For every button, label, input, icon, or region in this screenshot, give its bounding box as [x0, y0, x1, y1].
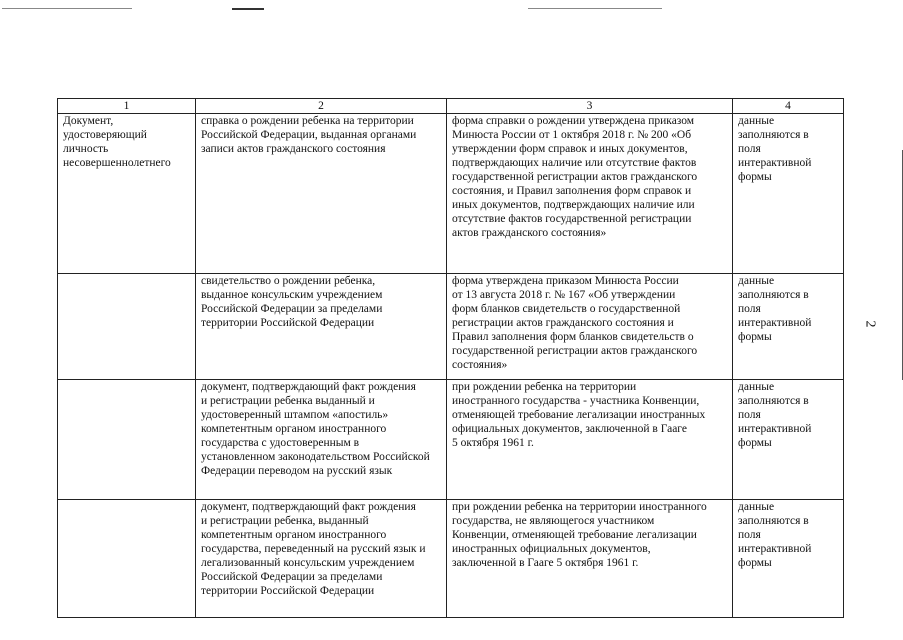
document-type-cell	[58, 380, 196, 500]
document-description-cell	[196, 380, 447, 500]
input-method-cell	[733, 380, 844, 500]
column-header-3: 3	[447, 99, 733, 114]
legal-basis-cell	[447, 114, 733, 274]
document-description-cell	[196, 274, 447, 380]
input-method-text: данные заполняются в поля интерактивной формы	[738, 275, 812, 343]
header-rule-center	[232, 8, 264, 10]
document-description-cell	[196, 114, 447, 274]
page-number: 2	[862, 320, 878, 328]
document-description-cell	[196, 500, 447, 618]
column-header-2: 2	[196, 99, 447, 114]
table-row	[58, 114, 844, 274]
table-row	[58, 380, 844, 500]
input-method-text: данные заполняются в поля интерактивной формы	[738, 115, 812, 183]
legal-basis-text: при рождении ребенка на территории иностранного государства - участника Конвенции, отменяющей требование легализации иностранных официальных документов, заключенной в Гааге 5 октября 1961 г.	[452, 381, 706, 449]
table-row	[58, 500, 844, 618]
table-row	[58, 274, 844, 380]
documents-table	[57, 98, 844, 618]
legal-basis-cell	[447, 274, 733, 380]
document-description-text: справка о рождении ребенка на территории Российской Федерации, выданная органами записи актов гражданского состояния	[201, 115, 417, 155]
document-description-text: документ, подтверждающий факт рождения и регистрации ребенка, выданный компетентным органом иностранного государства, переведенный на русский язык и легализованный консульским учреждением Российской Федерации за пределами территории Российской Федерации	[201, 501, 426, 597]
document-type-text: Документ, удостоверяющий личность несовершеннолетнего	[63, 115, 171, 169]
document-type-cell	[58, 274, 196, 380]
input-method-text: данные заполняются в поля интерактивной формы	[738, 381, 812, 449]
header-rule-left	[2, 8, 132, 9]
input-method-cell	[733, 114, 844, 274]
column-header-1: 1	[58, 99, 196, 114]
input-method-cell	[733, 500, 844, 618]
input-method-text: данные заполняются в поля интерактивной формы	[738, 501, 812, 569]
document-type-cell	[58, 114, 196, 274]
column-header-4: 4	[733, 99, 844, 114]
legal-basis-text: форма утверждена приказом Минюста России от 13 августа 2018 г. № 167 «Об утверждении форм бланков свидетельств о государственной регистрации актов гражданского состояния и Правил заполнения форм бланков свидетельств о государственной регистрации актов гражданского состояния»	[452, 275, 698, 371]
document-description-text: свидетельство о рождении ребенка, выданное консульским учреждением Российской Федерации за пределами территории Российской Федерации	[201, 275, 383, 329]
document-type-cell	[58, 500, 196, 618]
legal-basis-text: форма справки о рождении утверждена приказом Минюста России от 1 октября 2018 г. № 200 «Об утверждении форм справок и иных документов, подтверждающих наличие или отсутствие фактов государственной регистрации актов гражданского состояния, и Правил заполнения форм справок и иных документов, подтверждающих наличие или отсутствие фактов государственной регистрации актов гражданского состояния»	[452, 115, 698, 239]
header-rule-right	[528, 8, 662, 9]
document-description-text: документ, подтверждающий факт рождения и регистрации ребенка выданный и удостоверенный штампом «апостиль» компетентным органом иностранного государства с удостоверенным в установленном законодательством Российской Федерации переводом на русский язык	[201, 381, 430, 477]
legal-basis-text: при рождении ребенка на территории иностранного государства, не являющегося участником Конвенции, отменяющей требование легализации иностранных официальных документов, заключенной в Гааге 5 октября 1961 г.	[452, 501, 707, 569]
legal-basis-cell	[447, 500, 733, 618]
input-method-cell	[733, 274, 844, 380]
legal-basis-cell	[447, 380, 733, 500]
table-header-row	[58, 99, 844, 114]
